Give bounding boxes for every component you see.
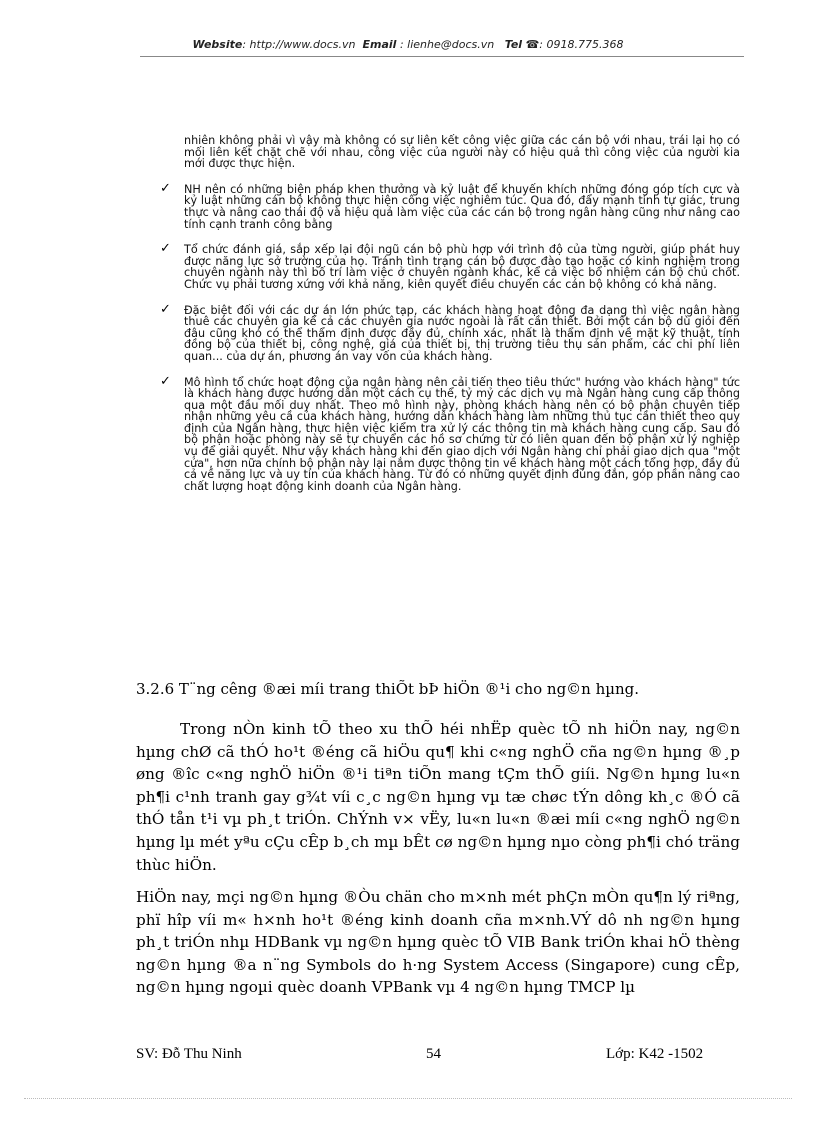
checkmark-icon: ✓ [160,241,171,257]
checkmark-icon: ✓ [160,373,171,389]
phone-icon: ☎ [525,38,540,51]
body-paragraph-1: Trong nÒn kinh tÕ theo xu thÕ héi nhËp quèc tÕ nh hiÖn nay, ng©n hµng chØ cã thÓ ho¹t ®éng cã hiÖu qu¶ khi c«ng nghÖ cña ng©n hµng ®¸p øng ®îc c«ng nghÖ hiÖn ®¹i tiªn tiÕn mang tÇm thÕ giíi. Ng©n hµng lu«n ph¶i c¹nh tranh gay g¾t víi c¸c ng©n hµng vµ tæ chøc tÝn dông kh¸c ®Ó cã thÓ tån t¹i vµ ph¸t triÓn. ChÝnh v× vËy, lu«n lu«n ®æi míi c«ng nghÖ ng©n hµng lµ mét yªu cÇu cÊp b¸ch mµ bÊt cø ng©n hµng nµo còng ph¶i chó träng thùc hiÖn. [136,720,740,874]
bottom-divider [24,1098,792,1099]
bullet-text: Tổ chức đánh giá, sắp xếp lại đội ngũ cán bộ phù hợp với trình độ của từng người, giúp phát huy được năng lực sở trường của họ. Tránh tình trạng cán bộ được đào tạo hoặc có kinh nghiệm trong chuyên ngành này thì bố trí làm việc ở chuyên ngành khác, kể cả việc bổ nhiệm cán bộ chủ chốt. Chức vụ phải tương xứng với khả năng, kiên quyết điều chuyển các cán bộ không có khả năng. [184,243,740,291]
bullet-item [160,373,740,493]
bullet-text: NH nên có những biện pháp khen thưởng và kỷ luật để khuyến khích những đóng góp tích cực và kỷ luật những cán bộ không thực hiện công việc nghiêm túc. Qua đó, đẩy mạnh tính tự giác, trung thực và nâng cao thái độ và hiệu quả làm việc của các cán bộ trong ngân hàng cũng như nâng cao tính cạnh tranh công bằng [184,182,740,231]
checkmark-icon: ✓ [160,301,171,317]
intro-paragraph: nhiên không phải vì vậy mà không có sự liên kết công việc giữa các cán bộ với nhau, trái lại họ có mối liên kết chặt chẽ với nhau, công việc của người này có hiệu quả thì công việc của người kia mới được thực hiện. [184,134,740,171]
website-label: Website [192,38,243,51]
bullet-item [160,301,740,363]
checkmark-icon: ✓ [160,180,171,196]
email-label: Email [362,38,397,51]
footer-student: SV: Đỗ Thu Ninh [136,1046,242,1062]
tel-value: : 0918.775.368 [539,38,624,51]
website-value[interactable]: : http://www.docs.vn [242,38,356,51]
email-value[interactable]: : lienhe@docs.vn [399,38,495,51]
bullet-text: Đặc biệt đối với các dự án lớn phức tạp, các khách hàng hoạt động đa dạng thì việc ngân hàng thuê các chuyên gia kể cả các chuyên gia nước ngoài là rất cần thiết. Bởi một cán bộ dù giỏi đến đâu cũng khó có thể thẩm định được đầy đủ, chính xác, nhất là thẩm định về mặt kỹ thuật, tính đồng bộ của thiết bị, công nghệ, giá của thiết bị, thị trường tiêu thụ sản phẩm, các chi phí liên quan... của dự án, phương án vay vốn của khách hàng. [184,303,740,363]
bullet-item [160,241,740,291]
bullet-text: Mô hình tổ chức hoạt động của ngân hàng nên cải tiến theo tiêu thức" hướng vào khách hàng" tức là khách hàng được hướng dẫn một cách cụ thể, tỷ mỷ các dịch vụ mà Ngân hàng cung cấp thông qua một đầu mối duy nhất. Theo mô hình này, phòng khách hàng nên có bộ phận chuyên tiếp nhận những yêu cầ của khách hàng, hướng dẫn khách hàng làm những thủ tục cần thiết theo quy định của Ngân hàng, thực hiện việc kiểm tra xử lý các thông tin mà khách hàng cung cấp. Sau đó bộ phận hoặc phòng này sẽ tự chuyển các hồ sơ chứng từ có liên quan đến bộ phận xử lý nghiệp vụ để giải quyết. Như vậy khách hàng khi đến giao dịch với Ngân hàng chỉ phải giao dịch qua "một cửa", hơn nữa chính bộ phận này lại nắm được thông tin về khách hàng một cách tổng hợp, đầy đủ cả về năng lực và uy tín của khách hàng. Từ đó có những quyết định đúng đắn, góp phần nâng cao chất lượng hoạt động kinh doanh của Ngân hàng. [184,375,740,493]
footer-class: Lớp: K42 -1502 [606,1046,704,1062]
page-number: 54 [426,1046,441,1062]
header-divider [140,56,744,57]
bullet-section [160,135,740,492]
page-header [0,38,816,51]
section-heading: 3.2.6 T¨ng cêng ®æi míi trang thiÕt bÞ hiÖn ®¹i cho ng©n hµng. [136,680,640,698]
bullet-item [160,180,740,231]
tel-label: Tel [504,38,523,51]
body-paragraph-2: HiÖn nay, mçi ng©n hµng ®Òu chän cho m×nh mét phÇn mÒn qu¶n lý riªng, phï hîp víi m« h×nh ho¹t ®éng kinh doanh cña m×nh.VÝ dô nh ng©n hµng ph¸t triÓn nhµ HDBank vµ ng©n hµng quèc tÕ VIB Bank triÓn khai hÖ thèng ng©n hµng ®a n¨ng Symbols do h·ng System Access (Singapore) cung cÊp, ng©n hµng ngoµi quèc doanh VPBank vµ 4 ng©n hµng TMCP lµ [136,888,740,997]
